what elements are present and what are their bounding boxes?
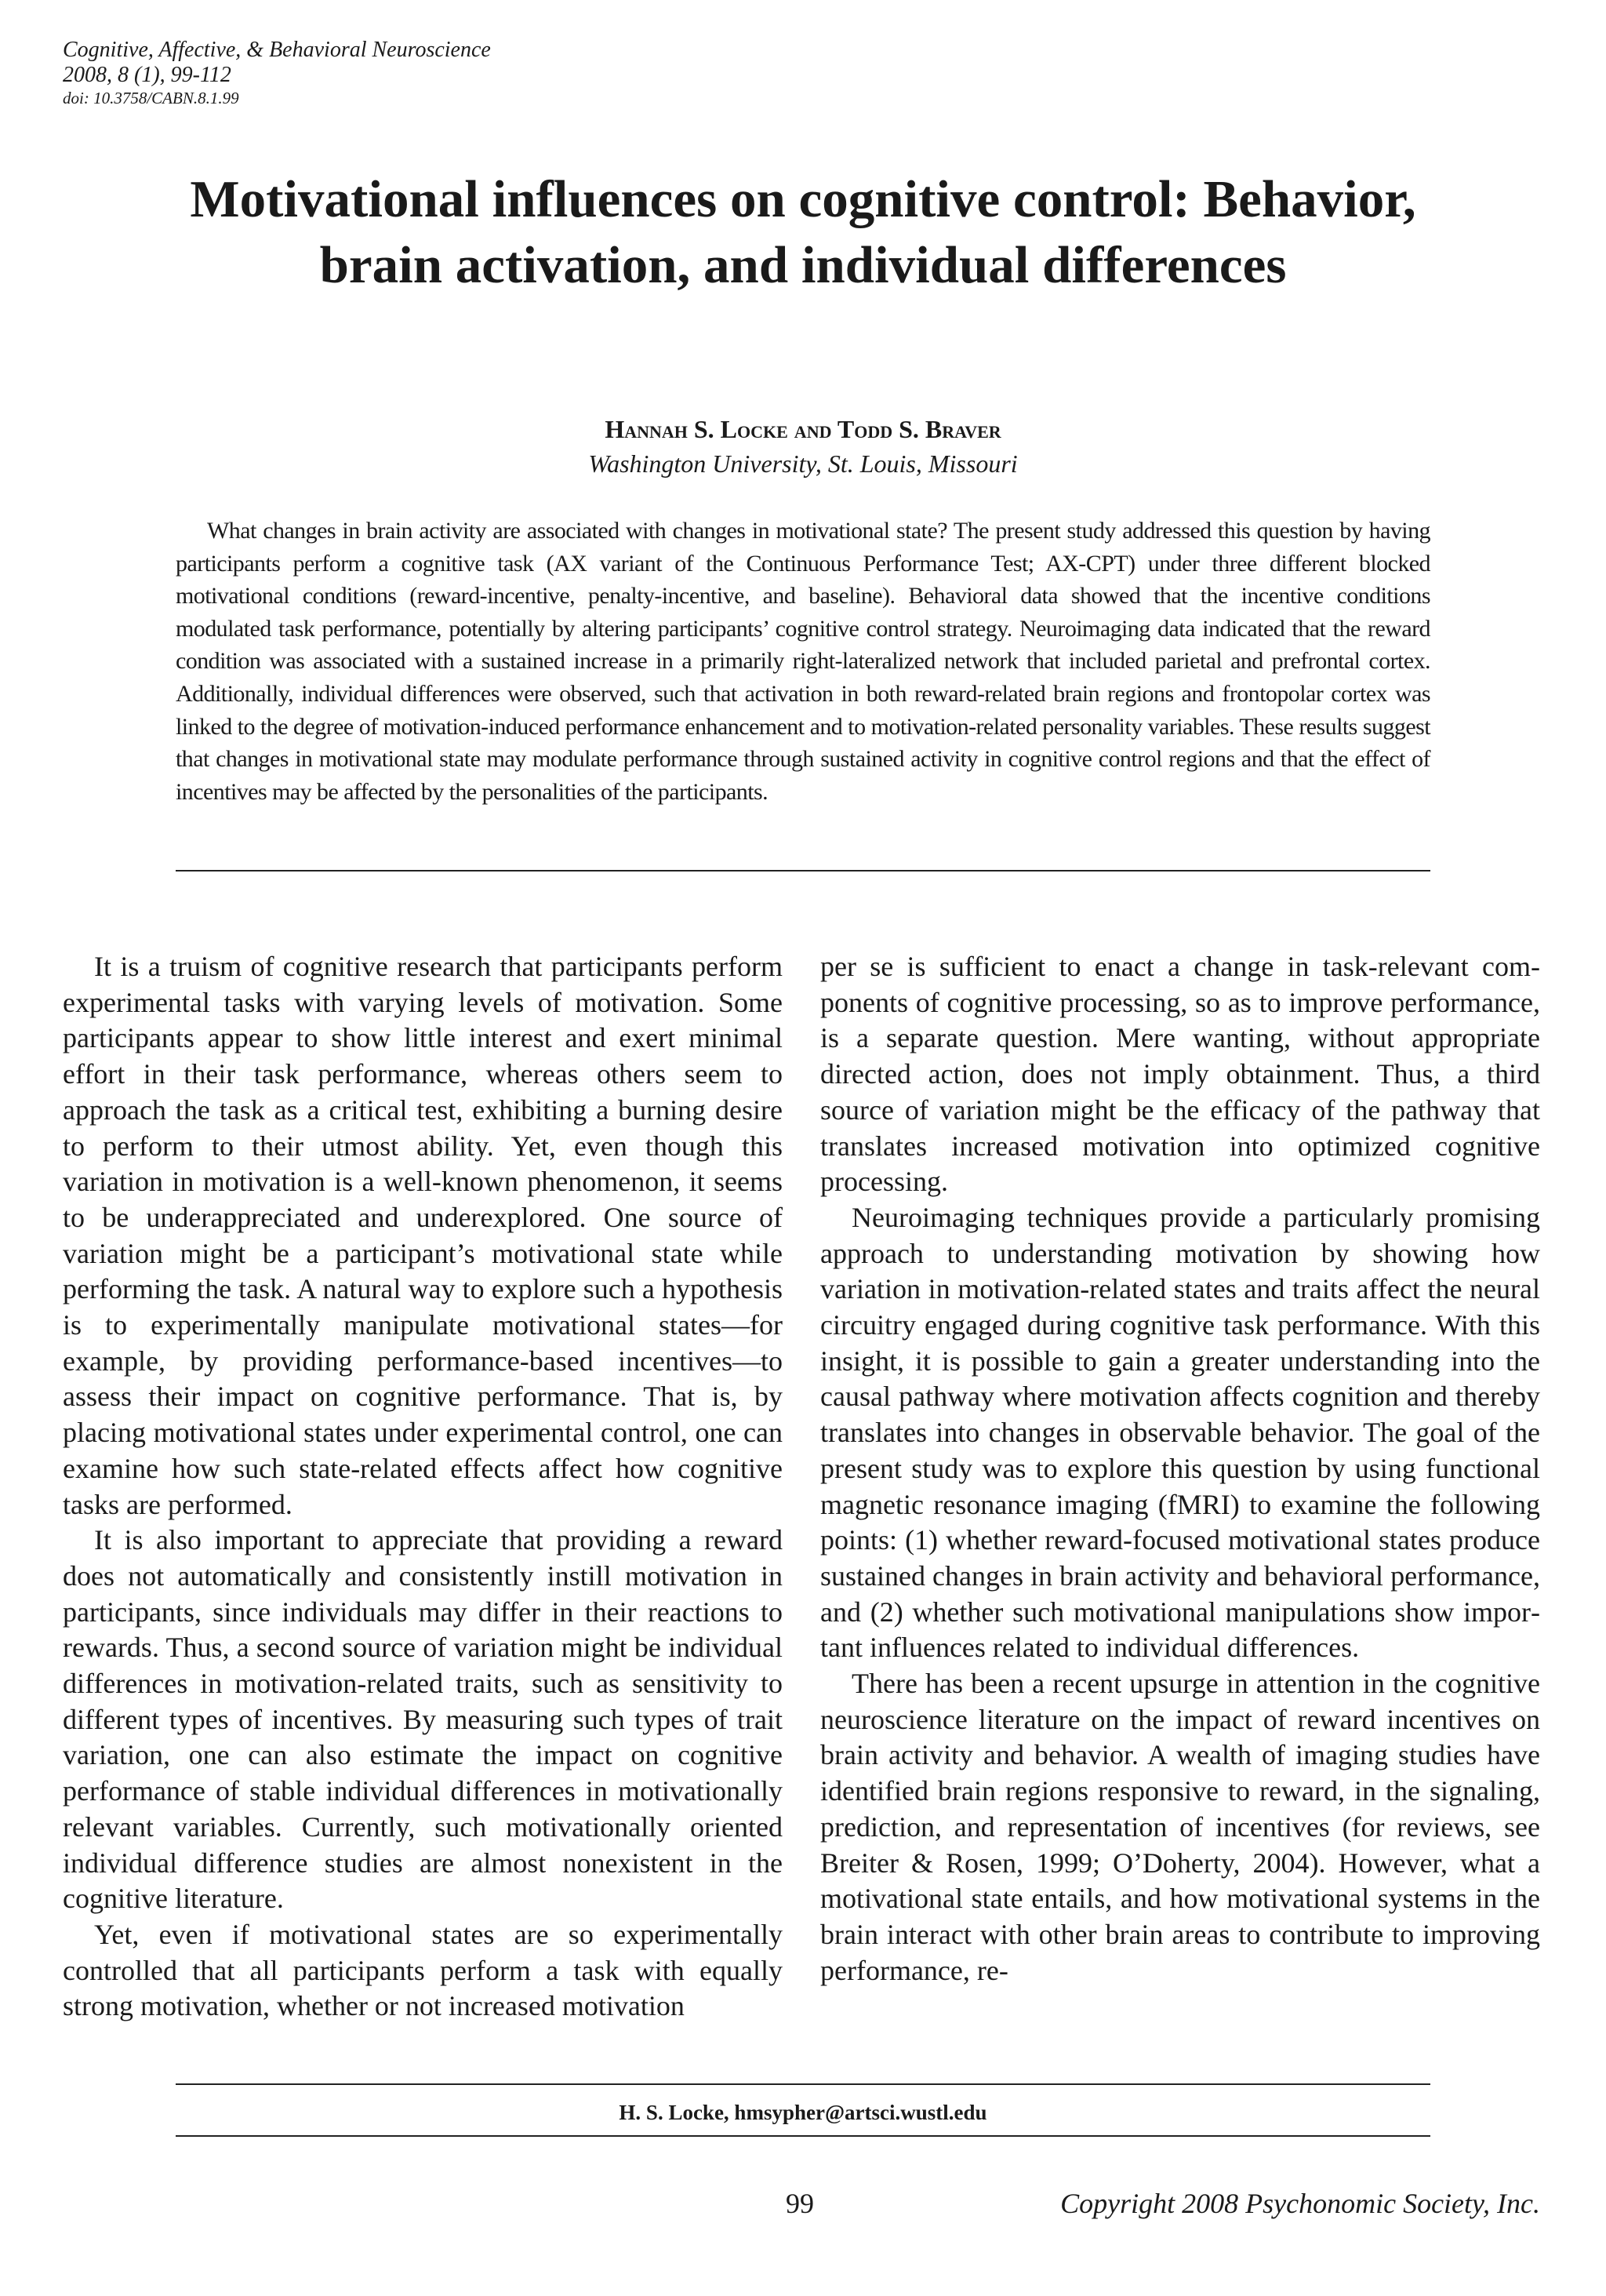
body-paragraph: It is a truism of cognitive research that participants perform experimental tasks with varying levels of motivation. Some participants appear to show little interest and exert minimal effort in their task performance, whereas others seem to approach the task as a critical test, exhibiting a burning desire to perform to their utmost ability. Yet, even though this variation in motivation is a well-known phenomenon, it seems to be underappreciated and underexplored. One source of variation might be a participant’s motivational state while performing the task. A natural way to explore such a hypothesis is to experimentally manipulate motivational states—for example, by providing performance-based incentives—to assess their impact on cognitive performance. That is, by placing motivational states under experimental control, one can examine how such state-related effects affect how cognitive tasks are performed. bbox=[63, 951, 783, 1520]
copyright-notice: Copyright 2008 Psychonomic Society, Inc. bbox=[1060, 2188, 1540, 2219]
abstract-divider bbox=[176, 870, 1430, 871]
body-paragraph: It is also important to appreciate that providing a reward does not automatically and consistently instill motivation in participants, since individuals may differ in their reactions to rewards. Thus, a second source of variation might be individual differences in motivation-related traits, such as sensitivity to different types of incentives. By measuring such types of trait variation, one can also estimate the impact on cognitive performance of stable individual differences in motivationally relevant variables. Currently, such motivationally oriented individual difference studies are almost nonexistent in the cognitive literature. bbox=[63, 1524, 783, 1915]
body-paragraph: per se is sufficient to enact a change in task-relevant components of cognitive processing, so as to improve performance, is a separate question. Mere wanting, without appropriate directed action, does not imply obtainment. Thus, a third source of variation might be the efficacy of the pathway that translates increased motivation into optimized cognitive processing. bbox=[820, 951, 1540, 1198]
left-column bbox=[63, 949, 783, 2025]
body-paragraph: Neuroimaging techniques provide a particularly promising approach to understanding motivation by showing how variation in motivation-related states and traits affect the neural circuitry engaged during cognitive task performance. With this insight, it is possible to gain a greater understanding into the causal pathway where motivation affects cognition and thereby translates into changes in observable behavior. The goal of the present study was to explore this question by using functional magnetic resonance imaging (fMRI) to examine the following points: (1) whether reward-focused motivational states produce sustained changes in brain activity and behavioral performance, and (2) whether such motivational manipulations show important influences related to individual differences. bbox=[820, 1201, 1540, 1664]
footnote-divider-bottom bbox=[176, 2135, 1430, 2137]
right-column bbox=[820, 949, 1540, 1989]
footnote-divider-top bbox=[176, 2083, 1430, 2085]
page-number: 99 bbox=[786, 2188, 814, 2219]
author-affiliation: Washington University, St. Louis, Missouri bbox=[588, 449, 1018, 478]
article-title: Motivational influences on cognitive control: Behavior, brain activation, and individual differences bbox=[190, 170, 1416, 294]
body-paragraph: Yet, even if motivational states are so experimentally controlled that all participants perform a task with equally strong motivation, whether or not increased motivation bbox=[63, 1918, 783, 2022]
correspondence-contact: H. S. Locke, hmsypher@artsci.wustl.edu bbox=[619, 2101, 987, 2124]
journal-name: Cognitive, Affective, & Behavioral Neuroscience bbox=[63, 38, 491, 62]
journal-doi: doi: 10.3758/CABN.8.1.99 bbox=[63, 89, 239, 107]
article-abstract: What changes in brain activity are associated with changes in motivational state? The present study addressed this question by having participants perform a cognitive task (AX variant of the Continuous Performance Test; AX-CPT) under three different blocked motivational conditions (reward-incentive, penalty-incentive, and baseline). Behavioral data showed that the incentive conditions modulated task performance, potentially by altering participants’ cognitive control strategy. Neuroimaging data indicated that the reward condition was associated with a sustained increase in a primarily right-lateralized network that included parietal and prefrontal cortex. Additionally, individual differences were observed, such that activation in both reward-related brain regions and frontopolar cortex was linked to the degree of motivation-induced performance enhancement and to motivation-related personality variables. These results suggest that changes in motivational state may modulate performance through sustained activity in cognitive control regions and that the effect of incentives may be affected by the personalities of the participants. bbox=[176, 518, 1430, 805]
body-paragraph: There has been a recent upsurge in attention in the cognitive neuroscience literature on the impact of reward incentives on brain activity and behavior. A wealth of imaging studies have identified brain regions responsive to reward, in the signaling, prediction, and representation of incentives (for reviews, see Breiter & Rosen, 1999; O’Doherty, 2004). However, what a motivational state entails, and how motivational systems in the brain interact with other brain areas to contribute to improving performance, re- bbox=[820, 1668, 1540, 1986]
article-authors: Hannah S. Locke and Todd S. Braver bbox=[605, 415, 1001, 443]
journal-header bbox=[63, 38, 768, 109]
journal-citation: 2008, 8 (1), 99-112 bbox=[63, 63, 231, 87]
